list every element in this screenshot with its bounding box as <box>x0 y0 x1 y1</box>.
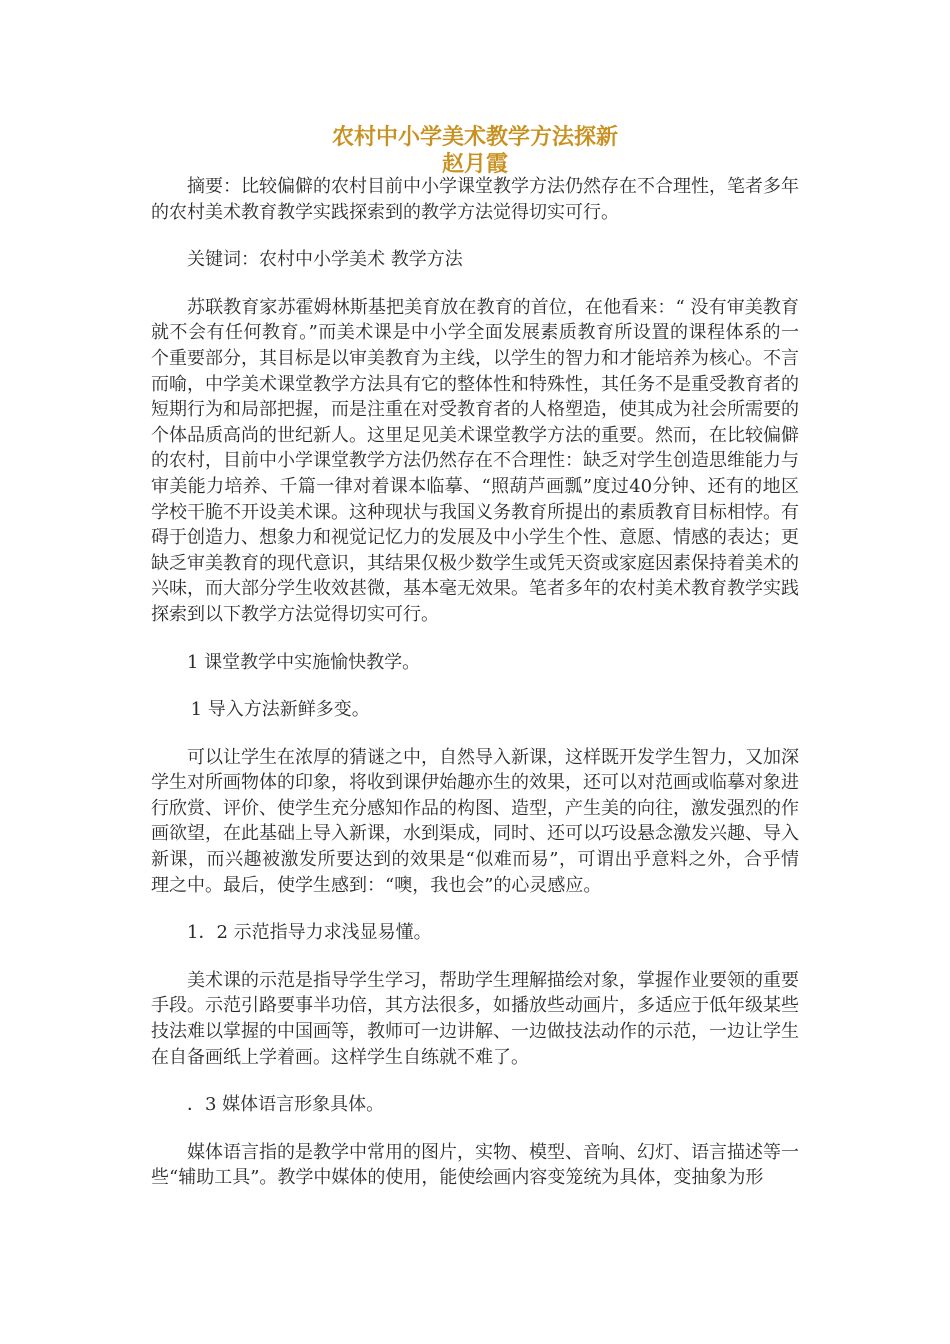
paragraph-1-3: 媒体语言指的是教学中常用的图片，实物、模型、音响、幻灯、语言描述等一些“辅助工具”。教学中媒体的使用，能使绘画内容变笼统为具体，变抽象为形 <box>151 1141 799 1189</box>
paragraph-1-2: 美术课的示范是指导学生学习，帮助学生理解描绘对象，掌握作业要领的重要手段。示范引路要事半功倍，其方法很多，如播放些动画片，多适应于低年级某些技法难以掌握的中国画等，教师可一边讲解、一边做技法动作的示范，一边让学生在自备画纸上学着画。这样学生自练就不难了。 <box>151 969 799 1068</box>
abstract-paragraph: 摘要：比较偏僻的农村目前中小学课堂教学方法仍然存在不合理性，笔者多年的农村美术教育教学实践探索到的教学方法觉得切实可行。 <box>151 176 799 223</box>
section-heading-1-3: ．3 媒体语言形象具体。 <box>187 1094 385 1116</box>
article-title: 农村中小学美术教学方法探新 <box>331 125 618 150</box>
paragraph-1-1: 可以让学生在浓厚的猜谜之中，自然导入新课，这样既开发学生智力，又加深学生对所画物体的印象，将收到课伊始趣亦生的效果，还可以对范画或临摹对象进行欣赏、评价、使学生充分感知作品的构图、造型，产生美的向往，激发强烈的作画欲望，在此基础上导入新课，水到渠成，同时、还可以巧设悬念激发兴趣、导入新课，而兴趣被激发所要达到的效果是“似难而易”，可谓出乎意料之外，合乎情理之中。最后，使学生感到：“噢，我也会”的心灵感应。 <box>151 746 799 896</box>
section-heading-1: 1 课堂教学中实施愉快教学。 <box>187 651 421 673</box>
title-block <box>0 124 950 178</box>
intro-paragraph: 苏联教育家苏霍姆林斯基把美育放在教育的首位，在他看来：“ 没有审美教育就不会有任何教育。”而美术课是中小学全面发展素质教育所设置的课程体系的一个重要部分，其目标是以审美教育为主线，以学生的智力和才能培养为核心。不言而喻，中学美术课堂教学方法具有它的整体性和特殊性，其任务不是重受教育者的短期行为和局部把握，而是注重在对受教育者的人格塑造，使其成为社会所需要的个体品质高尚的世纪新人。这里足见美术课堂教学方法的重要。然而，在比较偏僻的农村，目前中小学课堂教学方法仍然存在不合理性：缺乏对学生创造思维能力与审美能力培养、千篇一律对着课本临摹、“照葫芦画瓢”度过40分钟、还有的地区学校干脆不开设美术课。这种现状与我国义务教育所提出的素质教育目标相悖。有碍于创造力、想象力和视觉记忆力的发展及中小学生个性、意愿、情感的表达；更缺乏审美教育的现代意识，其结果仅极少数学生或凭天资或家庭因素保持着美术的兴味，而大部分学生收效甚微，基本毫无效果。笔者多年的农村美术教育教学实践探索到以下教学方法觉得切实可行。 <box>151 296 799 625</box>
keywords-paragraph: 关键词：农村中小学美术 教学方法 <box>187 249 463 271</box>
article-body <box>151 174 799 1191</box>
section-heading-1-1: 1 导入方法新鲜多变。 <box>190 699 370 721</box>
section-heading-1-2: 1．2 示范指导力求浅显易懂。 <box>187 922 432 944</box>
article-author: 赵月霞 <box>441 152 508 177</box>
